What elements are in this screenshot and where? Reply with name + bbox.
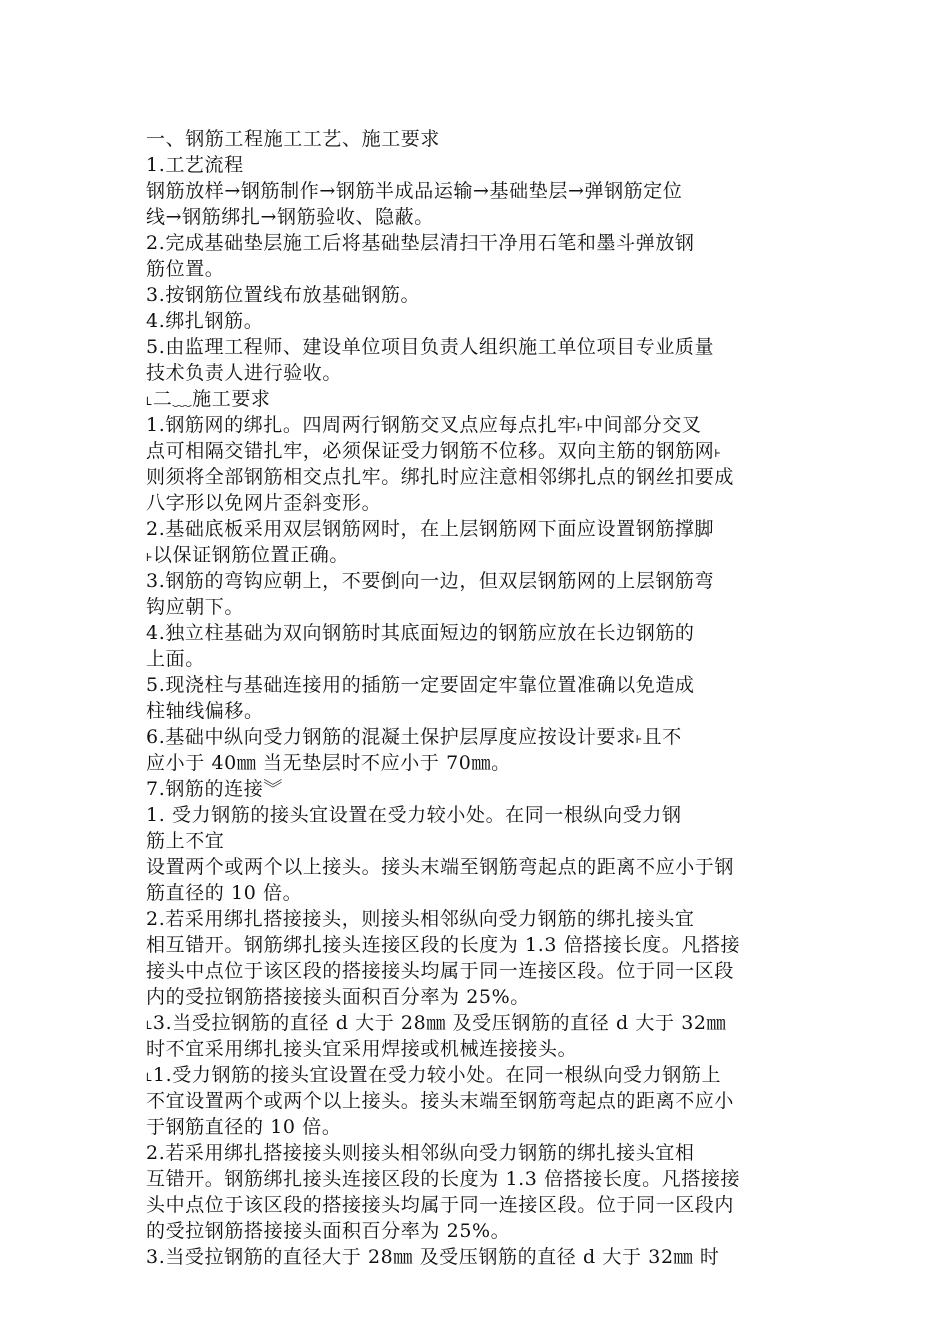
paragraph-line: 的受拉钢筋搭接接头面积百分率为 25%。 xyxy=(146,1220,511,1242)
paragraph-line: 互错开。钢筋绑扎接头连接区段的长度为 1.3 倍搭接长度。凡搭接接 xyxy=(146,1168,741,1190)
paragraph-line: 2.完成基础垫层施工后将基础垫层清扫干净用石笔和墨斗弹放钢 xyxy=(146,232,695,254)
paragraph-line: 筋上不宜 xyxy=(146,830,225,852)
paragraph-line: 八字形以免网片歪斜变形。 xyxy=(146,492,382,514)
paragraph-line: 点可相隔交错扎牢，必须保证受力钢筋不位移。双向主筋的钢筋网˫ xyxy=(146,440,722,462)
paragraph-line: 于钢筋直径的 10 倍。 xyxy=(146,1116,342,1138)
paragraph-line: 筋位置。 xyxy=(146,258,225,280)
paragraph-line: 1.工艺流程 xyxy=(146,154,244,176)
paragraph-line: 设置两个或两个以上接头。接头末端至钢筋弯起点的距离不应小于钢 xyxy=(146,856,735,878)
paragraph-line: 2.若采用绑扎搭接接头则接头相邻纵向受力钢筋的绑扎接头宜相 xyxy=(146,1142,695,1164)
section-heading: ˪二﹏施工要求 xyxy=(146,388,271,410)
paragraph-line: 3.钢筋的弯钩应朝上，不要倒向一边，但双层钢筋网的上层钢筋弯 xyxy=(146,570,715,592)
paragraph-line: 头中点位于该区段的搭接接头均属于同一连接区段。位于同一区段内 xyxy=(146,1194,735,1216)
paragraph-line: 钢筋放样→钢筋制作→钢筋半成品运输→基础垫层→弹钢筋定位 xyxy=(146,180,683,202)
paragraph-line: 1. 受力钢筋的接头宜设置在受力较小处。在同一根纵向受力钢 xyxy=(146,804,682,826)
paragraph-line: 筋直径的 10 倍。 xyxy=(146,882,303,904)
paragraph-line: 线→钢筋绑扎→钢筋验收、隐蔽。 xyxy=(146,206,434,228)
paragraph-line: 内的受拉钢筋搭接接头面积百分率为 25%。 xyxy=(146,986,530,1008)
paragraph-line: 2.若采用绑扎搭接接头，则接头相邻纵向受力钢筋的绑扎接头宜 xyxy=(146,908,695,930)
paragraph-line: 则须将全部钢筋相交点扎牢。绑扎时应注意相邻绑扎点的钢丝扣要成 xyxy=(146,466,735,488)
paragraph-line: 不宜设置两个或两个以上接头。接头末端至钢筋弯起点的距离不应小 xyxy=(146,1090,735,1112)
paragraph-line: 上面。 xyxy=(146,648,205,670)
paragraph-line: ˪3.当受拉钢筋的直径 d 大于 28㎜ 及受压钢筋的直径 d 大于 32㎜ xyxy=(146,1012,727,1034)
paragraph-line: 钩应朝下。 xyxy=(146,596,245,618)
paragraph-line: 4.独立柱基础为双向钢筋时其底面短边的钢筋应放在长边钢筋的 xyxy=(146,622,695,644)
paragraph-line: 1.钢筋网的绑扎。四周两行钢筋交叉点应每点扎牢˫中间部分交叉 xyxy=(146,414,702,436)
paragraph-line: 6.基础中纵向受力钢筋的混凝土保护层厚度应按设计要求˫且不 xyxy=(146,726,682,748)
paragraph-line: 应小于 40㎜ 当无垫层时不应小于 70㎜。 xyxy=(146,752,511,774)
section-heading: 一、钢筋工程施工工艺、施工要求 xyxy=(146,128,441,150)
paragraph-line: ˪1.受力钢筋的接头宜设置在受力较小处。在同一根纵向受力钢筋上 xyxy=(146,1064,722,1086)
paragraph-line: 相互错开。钢筋绑扎接头连接区段的长度为 1.3 倍搭接长度。凡搭接 xyxy=(146,934,741,956)
paragraph-line: 3.按钢筋位置线布放基础钢筋。 xyxy=(146,284,421,306)
paragraph-line: 技术负责人进行验收。 xyxy=(146,362,343,384)
paragraph-line: 2.基础底板采用双层钢筋网时，在上层钢筋网下面应设置钢筋撑脚 xyxy=(146,518,715,540)
paragraph-line: 4.绑扎钢筋。 xyxy=(146,310,264,332)
paragraph-line: ˫以保证钢筋位置正确。 xyxy=(146,544,349,566)
paragraph-line: 5.由监理工程师、建设单位项目负责人组织施工单位项目专业质量 xyxy=(146,336,715,358)
paragraph-line: 时不宜采用绑扎接头宜采用焊接或机械连接接头。 xyxy=(146,1038,578,1060)
paragraph-line: 3.当受拉钢筋的直径大于 28㎜ 及受压钢筋的直径 d 大于 32㎜ 时 xyxy=(146,1246,720,1268)
paragraph-line: 柱轴线偏移。 xyxy=(146,700,264,722)
paragraph-line: 7.钢筋的连接︾ xyxy=(146,778,283,800)
paragraph-line: 5.现浇柱与基础连接用的插筋一定要固定牢靠位置准确以免造成 xyxy=(146,674,695,696)
paragraph-line: 接头中点位于该区段的搭接接头均属于同一连接区段。位于同一区段 xyxy=(146,960,735,982)
